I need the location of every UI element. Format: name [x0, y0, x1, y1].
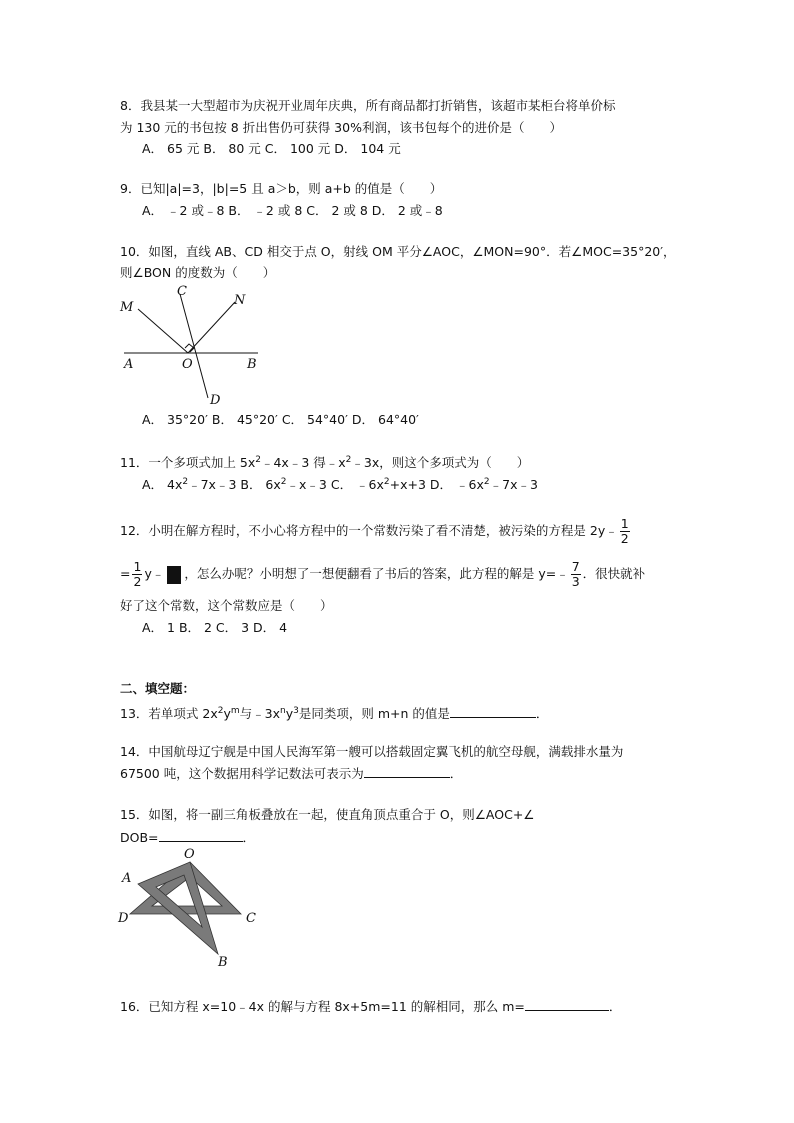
q11-options: A． $4x^2﹣7x﹣3$ B． $6x^2﹣x﹣3$ C． $﹣6x^2+x+3$ D． $﹣6x^2﹣7x﹣3$ [142, 477, 538, 493]
fraction-one-half: $\frac{1}{2}$ [620, 516, 629, 546]
fraction-one-half: $\frac{1}{2}$ [133, 559, 142, 589]
q8-line1: 8．我县某一大型超市为庆祝开业周年庆典，所有商品都打折销售，该超市某柜台将单价标 [120, 98, 616, 113]
q12-line3: 好了这个常数，这个常数应是（ ） [120, 598, 333, 613]
q12-options: A． 1 B． 2 C． 3 D． 4 [142, 620, 288, 635]
q12-line1: 12．小明在解方程时，不小心将方程中的一个常数污染了看不清楚，被污染的方程是 2y﹣ $\frac{1}{2}$ [120, 516, 629, 546]
label-o: O [182, 357, 193, 372]
section-heading: 二、填空题： [120, 681, 196, 696]
q8-line2: 为 130 元的书包按 8 折出售仍可获得 30%利润，该书包每个的进价是（ ） [120, 120, 562, 135]
q15-line1: 15．如图，将一副三角板叠放在一起，使直角顶点重合于 O，则∠AOC+∠ [120, 807, 535, 822]
line-om [138, 309, 188, 353]
q10-line2: 则∠BON 的度数为（ ） [120, 265, 276, 280]
answer-blank[interactable] [450, 705, 536, 718]
label-n: N [234, 293, 246, 308]
q14-line2: 67500 吨，这个数据用科学记数法可表示为 ． [120, 766, 463, 781]
q15-line2: DOB= ． [120, 830, 256, 845]
label-d: D [210, 393, 221, 408]
label-d: D [118, 911, 129, 926]
q13-stem: 13．若单项式 $2x^2y^m$与$﹣3x^ny^3$是同类项，则 m+n 的值是 ． [120, 706, 549, 722]
label-b: B [247, 357, 257, 372]
answer-blank[interactable] [525, 998, 609, 1011]
q14-line1: 14．中国航母辽宁舰是中国人民海军第一艘可以搭载固定翼飞机的航空母舰，满载排水量为 [120, 744, 624, 759]
q16-stem: 16．已知方程 x=10﹣4x 的解与方程 8x+5m=11 的解相同，那么 m= ． [120, 999, 622, 1014]
label-o: O [184, 847, 195, 862]
answer-blank[interactable] [159, 829, 243, 842]
label-b: B [218, 955, 228, 970]
label-a: A [124, 357, 134, 372]
q11-stem: 11．一个多项式加上 $5x^2﹣4x﹣3$ 得$﹣x^2﹣3x$，则这个多项式为（ ） [120, 455, 530, 471]
q12-line2: = $\frac{1}{2}$ y﹣ ，怎么办呢？小明想了一想便翻看了书后的答案，此方程的解是 y=﹣ $\frac{7}{3}$ ．很快就补 [120, 559, 646, 589]
label-a: A [122, 871, 132, 886]
label-m: M [120, 300, 134, 315]
q15-figure [114, 842, 264, 970]
q9-stem: 9．已知|a|=3，|b|=5 且 a＞b，则 a+b 的值是（ ） [120, 181, 443, 196]
line-on [188, 302, 235, 353]
label-c: C [177, 284, 187, 299]
q10-options: A． 35°20′ B． 45°20′ C． 54°40′ D． 64°40′ [142, 412, 419, 427]
fraction-seven-thirds: $\frac{7}{3}$ [571, 559, 580, 589]
q8-options: A． 65 元 B． 80 元 C． 100 元 D． 104 元 [142, 141, 401, 156]
q10-figure [112, 282, 272, 408]
q10-line1: 10．如图，直线 AB、CD 相交于点 O，射线 OM 平分∠AOC，∠MON=90°．若∠MOC=35°20′， [120, 244, 676, 259]
answer-blank[interactable] [364, 765, 450, 778]
label-c: C [246, 911, 256, 926]
ink-blot [167, 566, 181, 584]
q9-options: A． ﹣2 或﹣8 B． ﹣2 或 8 C． 2 或 8 D． 2 或﹣8 [142, 203, 443, 218]
